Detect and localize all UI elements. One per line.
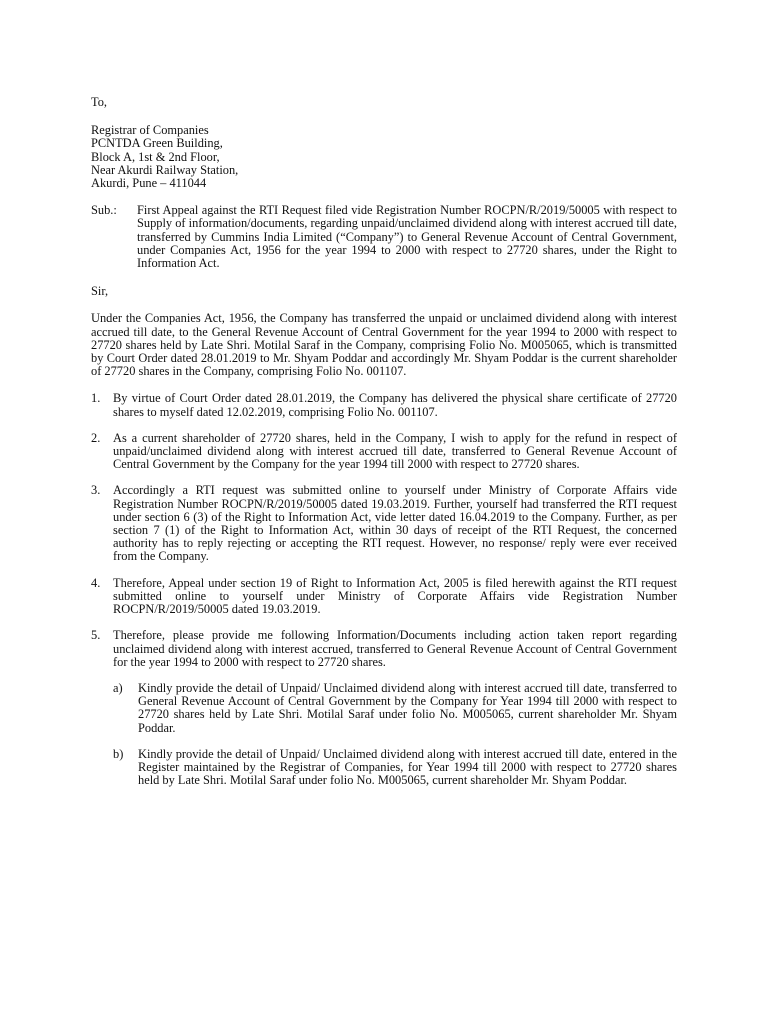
list-item [91, 392, 677, 418]
list-item-number: 3. [91, 483, 101, 498]
list-item-text: Therefore, please provide me following Information/Documents including action taken report regarding unclaimed dividend along with interest accrued, transferred to General Revenue Account of Central Government for the year 1994 to 2000 with respect to 27720 shares. [113, 628, 677, 669]
subject-text: First Appeal against the RTI Request filed vide Registration Number ROCPN/R/2019/50005 with respect to Supply of information/documents, regarding unpaid/unclaimed dividend along with interest accrued till date, transferred by Cummins India Limited (“Company”) to General Revenue Account of Central Government, under Companies Act, 1956 for the year 1994 to 2000 with respect to 27720 shares, under the Right to Information Act. [137, 203, 677, 271]
list-item-number: 5. [91, 628, 101, 643]
list-item-text: Accordingly a RTI request was submitted online to yourself under Ministry of Corporate Affairs vide Registration Number ROCPN/R/2019/50005 dated 19.03.2019. Further, yourself had transferred the RTI request under section 6 (3) of the Right to Information Act, vide letter dated 16.04.2019 to the Company. Further, as per section 7 (1) of the Right to Information Act, within 30 days of receipt of the RTI Request, the concerned authority has to reply rejecting or accepting the RTI request. However, no response/ reply were ever received from the Company. [113, 483, 677, 564]
subject-label: Sub.: [91, 203, 117, 218]
list-item-text: As a current shareholder of 27720 shares, held in the Company, I wish to apply for the refund in respect of unpaid/unclaimed dividend along with interest accrued till date, transferred to General Revenue Account of Central Government by the Company for the year 1994 till 2000 with respect to 27720 shares. [113, 430, 677, 472]
sub-list-item-letter: a) [113, 680, 123, 695]
address-line: Registrar of Companies [91, 123, 209, 138]
list-item-number: 4. [91, 575, 101, 590]
letter-page [91, 96, 677, 800]
salutation: Sir, [91, 284, 109, 299]
list-item [91, 432, 677, 472]
sub-list-item-text: Kindly provide the detail of Unpaid/ Unclaimed dividend along with interest accrued till date, transferred to General Revenue Account of Central Government by the Company for Year 1994 till 2000 with respect to 27720 shares held by Late Shri. Motilal Saraf under folio No. M005065, current shareholder Mr. Shyam Poddar. [138, 680, 677, 735]
sub-list-item-text: Kindly provide the detail of Unpaid/ Unclaimed dividend along with interest accrued till date, entered in the Register maintained by the Registrar of Companies, for Year 1994 till 2000 with respect to 27720 shares held by Late Shri. Motilal Saraf under folio No. M005065, current shareholder Mr. Shyam Poddar. [138, 746, 677, 788]
list-item-number: 1. [91, 391, 101, 406]
recipient-address [91, 124, 677, 190]
address-line: Akurdi, Pune – 411044 [91, 176, 207, 191]
address-line: PCNTDA Green Building, [91, 136, 223, 151]
intro-paragraph: Under the Companies Act, 1956, the Company has transferred the unpaid or unclaimed dividend along with interest accrued till date, to the General Revenue Account of Central Government for the year 1994 to 2000 with respect to 27720 shares held by Late Shri. Motilal Saraf in the Company, comprising Folio No. M005065, which is transmitted by Court Order dated 28.01.2019 to Mr. Shyam Poddar and accordingly Mr. Shyam Poddar is the current shareholder of 27720 shares in the Company, comprising Folio No. 001107. [91, 311, 677, 379]
address-line: Block A, 1st & 2nd Floor, [91, 149, 220, 164]
subject-block [91, 204, 677, 270]
list-item-number: 2. [91, 430, 101, 445]
address-line: Near Akurdi Railway Station, [91, 162, 239, 177]
list-item-text: Therefore, Appeal under section 19 of Right to Information Act, 2005 is filed herewith against the RTI request submitted online to yourself under Ministry of Corporate Affairs vide Registration Number ROCPN/R/2019/50005 dated 19.03.2019. [113, 575, 677, 617]
list-item-text: By virtue of Court Order dated 28.01.2019, the Company has delivered the physical share certificate of 27720 shares to myself dated 12.02.2019, comprising Folio No. 001107. [113, 391, 677, 419]
sub-list-item [113, 682, 677, 735]
list-item [91, 629, 677, 669]
list-item [91, 484, 677, 563]
list-item [91, 577, 677, 617]
letter-to: To, [91, 95, 107, 109]
sub-list-item [113, 748, 677, 788]
sub-list-item-letter: b) [113, 746, 124, 761]
